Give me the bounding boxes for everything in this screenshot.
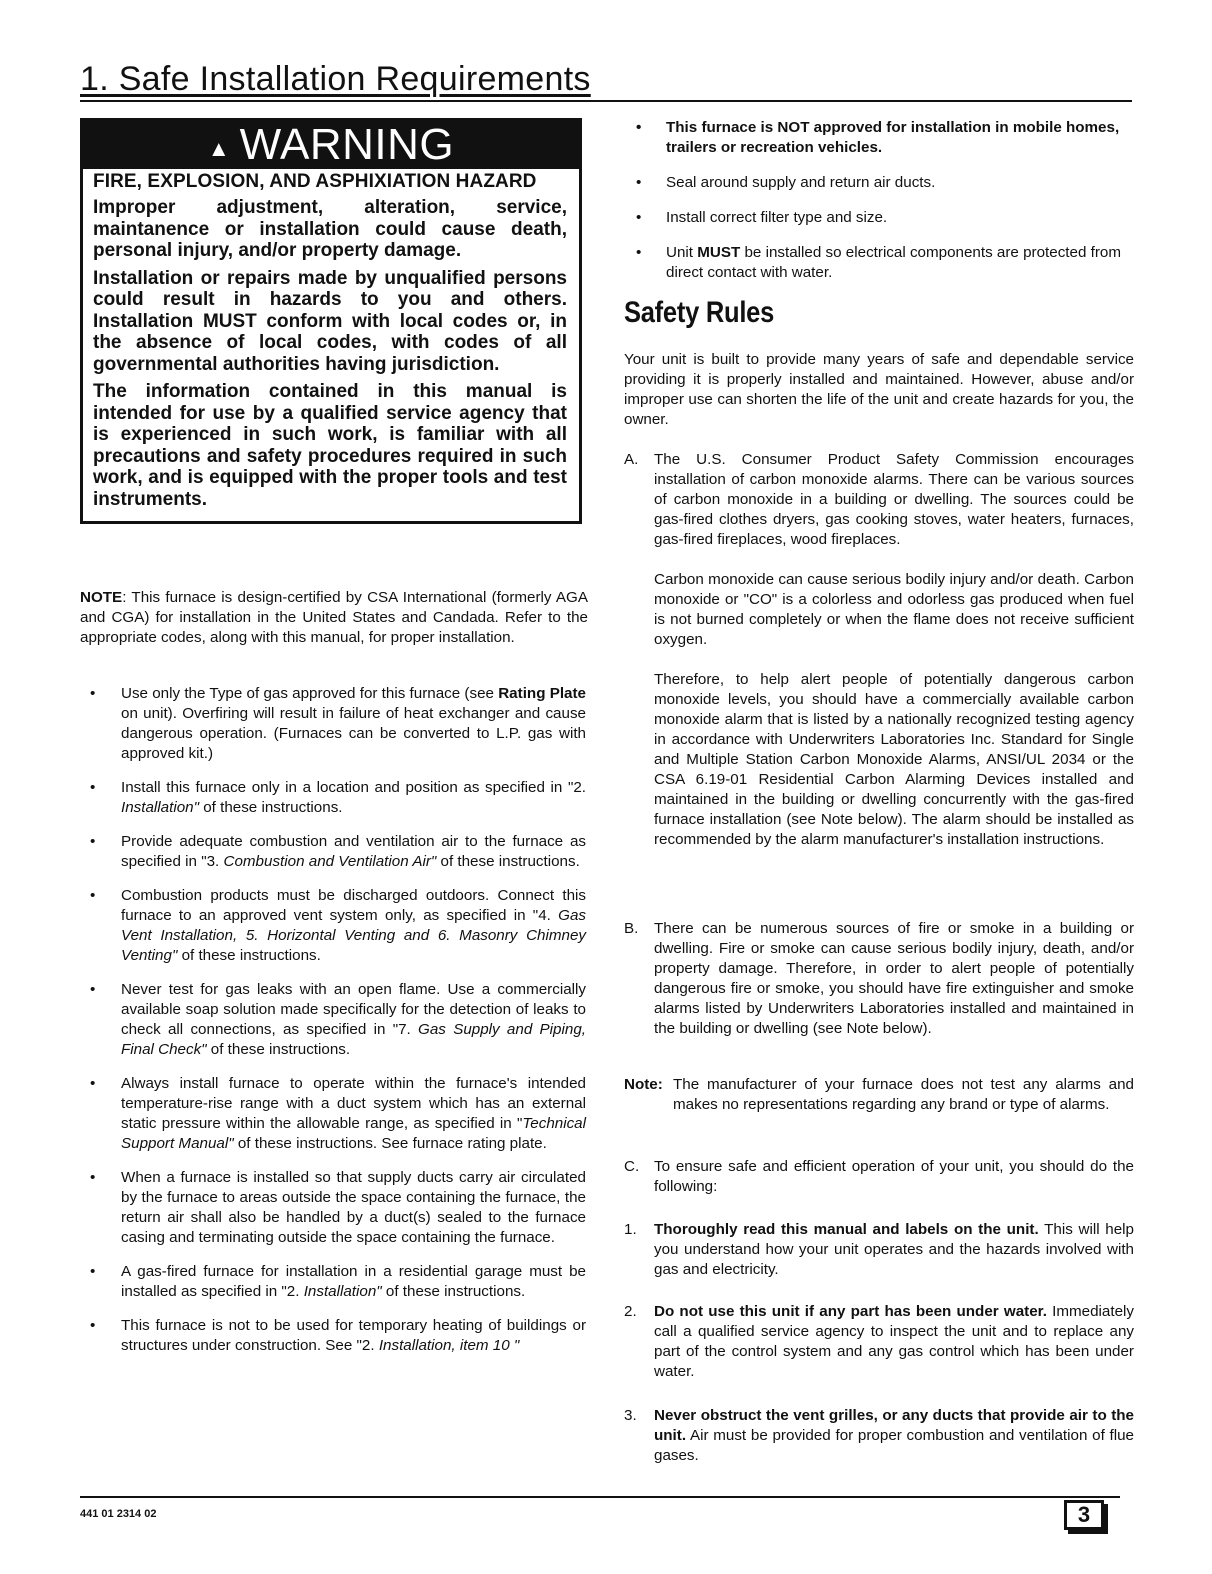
- page-title: 1. Safe Installation Requirements: [80, 58, 1132, 102]
- right-bullet-list: [624, 118, 1134, 298]
- warning-paragraph: The information contained in this manual is intended for use by a qualified service agency that is experienced in such work, is familiar with all precautions and safety procedures required in such work, and is equipped with the proper tools and test instruments.: [93, 381, 567, 510]
- document-code: 441 01 2314 02: [80, 1508, 157, 1520]
- warning-subtitle: FIRE, EXPLOSION, AND ASPHIXIATION HAZARD: [93, 171, 537, 192]
- warning-header: [83, 121, 579, 169]
- footer-rule: [80, 1496, 1120, 1498]
- warning-box: [80, 118, 582, 524]
- list-item: • Combustion products must be discharged outdoors. Connect this furnace to an approved vent system only, as specified in "4. Gas Vent Installation, 5. Horizontal Venting and 6. Masonry Chimney Venting" of these instructions.: [80, 886, 586, 966]
- warning-paragraph: Installation or repairs made by unqualified persons could result in hazards to you and others. Installation MUST conform with local codes or, in the absence of local codes, with codes of all governmental authorities having jurisdiction.: [93, 267, 567, 375]
- rule-label: B.: [624, 920, 639, 937]
- note-text: The manufacturer of your furnace does not test any alarms and makes no representations regarding any brand or type of alarms.: [673, 1076, 1134, 1113]
- list-item: • Never test for gas leaks with an open flame. Use a commercially available soap solution made specifically for the detection of leaks to check all connections, as specified in "7. Gas Supply and Piping, Final Check" of these instructions.: [80, 980, 586, 1060]
- numbered-item: 3. Never obstruct the vent grilles, or any ducts that provide air to the unit. Air must be provided for proper combustion and ventilation of flue gases.: [624, 1407, 1134, 1464]
- list-item: • Install correct filter type and size.: [624, 208, 1134, 228]
- rule-b: [624, 919, 1134, 1039]
- warning-triangle-icon: ▲: [207, 136, 230, 161]
- warning-paragraph: Improper adjustment, alteration, service, maintanence or installation could cause death, personal injury, and/or property damage.: [93, 197, 567, 261]
- list-item: • When a furnace is installed so that supply ducts carry air circulated by the furnace to areas outside the space containing the furnace, the return air shall also be handled by a duct(s) sealed to the furnace casing and terminating outside the space containing the furnace.: [80, 1168, 586, 1248]
- alarm-note: [624, 1075, 1134, 1115]
- list-item: • This furnace is NOT approved for installation in mobile homes, trailers or recreation vehicles.: [624, 118, 1134, 158]
- rule-text: Therefore, to help alert people of potentially dangerous carbon monoxide levels, you should have a commercially available carbon monoxide alarm that is listed by a nationally recognized testing agency in accordance with Underwriters Laboratories Inc. Standard for Single and Multiple Station Carbon Monoxide Alarms, ANSI/UL 2034 or the CSA 6.19-01 Residential Carbon Alarming Devices installed and maintained in the building or dwelling concurrently with the gas-fired furnace installation (see Note below). The alarm should be installed as recommended by the alarm manufacturer's installation instructions.: [654, 671, 1134, 848]
- list-item: • Unit MUST be installed so electrical components are protected from direct contact with water.: [624, 243, 1134, 283]
- list-item: • A gas-fired furnace for installation in a residential garage must be installed as specified in "2. Installation" of these instructions.: [80, 1262, 586, 1302]
- note-label: Note:: [624, 1076, 663, 1093]
- rule-text: There can be numerous sources of fire or smoke in a building or dwelling. Fire or smoke can cause serious bodily injury, death, and/or property damage. Therefore, in order to alert people of potentially dangerous fire or smoke, you should have fire extinguisher and smoke alarms listed by Underwriters Laboratories installed and maintained in the building or dwelling (see Note below).: [654, 920, 1134, 1037]
- list-item: • Provide adequate combustion and ventilation air to the furnace as specified in "3. Combustion and Ventilation Air" of these instructions.: [80, 832, 586, 872]
- list-item: • Use only the Type of gas approved for this furnace (see Rating Plate on unit). Overfiring will result in failure of heat exchanger and cause dangerous operation. (Furnaces can be converted to L.P. gas with approved kit.): [80, 684, 586, 764]
- rule-text: To ensure safe and efficient operation of your unit, you should do the following:: [654, 1158, 1134, 1195]
- rule-label: A.: [624, 451, 639, 468]
- note-label: NOTE: [80, 589, 123, 606]
- list-item: • This furnace is not to be used for temporary heating of buildings or structures under construction. See "2. Installation, item 10 ": [80, 1316, 586, 1356]
- safety-rules-heading: Safety Rules: [624, 296, 775, 329]
- left-bullet-list: [80, 684, 586, 1370]
- rule-text: Carbon monoxide can cause serious bodily injury and/or death. Carbon monoxide or "CO" is a colorless and odorless gas produced when fuel is not burned completely or when the flame does not receive sufficient oxygen.: [654, 571, 1134, 648]
- rule-a: [624, 450, 1134, 850]
- list-item: • Install this furnace only in a location and position as specified in "2. Installation" of these instructions.: [80, 778, 586, 818]
- safety-rules-intro: Your unit is built to provide many years of safe and dependable service providing it is properly installed and maintained. However, abuse and/or improper use can shorten the life of the unit and create hazards for you, the owner.: [624, 351, 1134, 428]
- certification-note: NOTE: This furnace is design-certified by CSA International (formerly AGA and CGA) for installation in the United States and Candada. Refer to the appropriate codes, along with this manual, for proper installation.: [80, 589, 588, 646]
- page-number: 3: [1064, 1500, 1104, 1530]
- list-item: • Seal around supply and return air ducts.: [624, 173, 1134, 193]
- numbered-item: 2. Do not use this unit if any part has been under water. Immediately call a qualified service agency to inspect the unit and to replace any part of the control system and any gas control which has been under water.: [624, 1303, 1134, 1380]
- rule-label: C.: [624, 1158, 640, 1175]
- list-item: • Always install furnace to operate within the furnace's intended temperature-rise range with a duct system which has an external static pressure within the allowable range, as specified in "Technical Support Manual" of these instructions. See furnace rating plate.: [80, 1074, 586, 1154]
- numbered-item: 1. Thoroughly read this manual and labels on the unit. This will help you understand how your unit operates and the hazards involved with gas and electricity.: [624, 1221, 1134, 1278]
- warning-label: WARNING: [239, 120, 455, 169]
- rule-text: The U.S. Consumer Product Safety Commission encourages installation of carbon monoxide alarms. There can be various sources of carbon monoxide in a building or dwelling. The sources could be gas-fired clothes dryers, gas cooking stoves, water heaters, furnaces, gas-fired fireplaces, wood fireplaces.: [654, 451, 1134, 548]
- rule-c: [624, 1157, 1134, 1197]
